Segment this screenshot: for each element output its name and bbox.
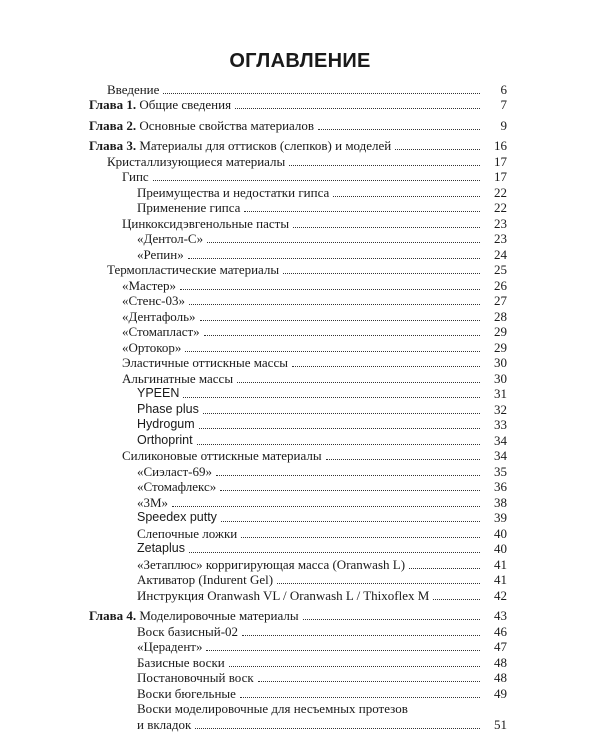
toc-entry-title bbox=[137, 433, 193, 448]
toc-page-number: 34 bbox=[494, 448, 507, 463]
toc-entry[interactable] bbox=[0, 623, 600, 639]
toc-entry-text: «Стомапласт» bbox=[122, 324, 200, 339]
toc-page-number: 33 bbox=[494, 417, 507, 432]
toc-entry-title bbox=[137, 639, 202, 654]
toc-entry[interactable] bbox=[0, 541, 600, 557]
toc-leader-dots bbox=[395, 149, 480, 150]
toc-entry[interactable] bbox=[0, 293, 600, 309]
toc-leader-dots bbox=[195, 728, 480, 729]
toc-entry[interactable] bbox=[0, 308, 600, 324]
toc-entry[interactable] bbox=[0, 386, 600, 402]
toc-entry-text: Воски моделировочные для несъемных протезов bbox=[137, 701, 408, 716]
toc-chapter-label: Глава 4. bbox=[89, 608, 137, 623]
toc-entry-text: Кристаллизующиеся материалы bbox=[107, 153, 286, 169]
toc-leader-dots bbox=[277, 583, 480, 584]
toc-leader-dots bbox=[200, 320, 480, 321]
toc-entry-text: Термопластические материалы bbox=[107, 262, 280, 277]
toc-entry-title bbox=[137, 402, 199, 417]
toc-entry-title bbox=[137, 479, 216, 494]
toc-entry[interactable] bbox=[0, 81, 600, 97]
toc-entry[interactable] bbox=[0, 716, 600, 732]
toc-entry-title bbox=[122, 309, 196, 324]
page-title: ОГЛАВЛЕНИЕ bbox=[229, 50, 371, 72]
toc-entry-text: Применение гипса bbox=[137, 200, 241, 215]
toc-chapter-label: Глава 2. bbox=[89, 117, 137, 133]
toc-entry[interactable] bbox=[0, 200, 600, 216]
toc-page-number: 42 bbox=[494, 587, 507, 603]
toc-entry-title bbox=[137, 557, 405, 572]
toc-page-number: 40 bbox=[494, 541, 507, 556]
toc-entry-text: Speedex putty bbox=[137, 510, 217, 524]
toc-entry-title bbox=[137, 655, 225, 670]
toc-entry-text: Воски бюгельные bbox=[137, 685, 236, 701]
toc-leader-dots bbox=[163, 93, 480, 94]
toc-entry-text: Phase plus bbox=[137, 401, 199, 416]
toc-entry-title bbox=[122, 448, 322, 463]
toc-entry-text: «Дентафоль» bbox=[122, 308, 196, 324]
toc-leader-dots bbox=[197, 444, 480, 445]
toc-entry[interactable] bbox=[0, 339, 600, 355]
toc-entry[interactable] bbox=[0, 670, 600, 686]
toc-entry-text: Эластичные оттискные массы bbox=[122, 355, 288, 370]
toc-page-number: 30 bbox=[494, 355, 507, 370]
toc-entry[interactable] bbox=[0, 153, 600, 169]
toc-page-number: 28 bbox=[494, 308, 507, 324]
toc-leader-dots bbox=[172, 506, 480, 507]
toc-leader-dots bbox=[204, 335, 480, 336]
toc-page-number: 29 bbox=[494, 339, 507, 355]
toc-entry[interactable] bbox=[0, 654, 600, 670]
toc-entry-title bbox=[107, 262, 279, 277]
toc-page-number: 48 bbox=[494, 670, 507, 685]
toc-leader-dots bbox=[433, 599, 480, 600]
toc-entry-title bbox=[137, 247, 184, 262]
toc-leader-dots bbox=[153, 180, 480, 181]
toc-entry-title bbox=[137, 185, 329, 200]
toc-entry[interactable] bbox=[0, 246, 600, 262]
toc-entry-title bbox=[137, 686, 236, 701]
toc-entry-text: «Дентол-С» bbox=[137, 231, 204, 246]
toc-entry[interactable] bbox=[0, 184, 600, 200]
toc-entry-title bbox=[137, 541, 185, 556]
toc-leader-dots bbox=[185, 351, 480, 352]
toc-page-number: 24 bbox=[494, 246, 507, 262]
toc-entry-text: Введение bbox=[107, 81, 160, 97]
toc-entry-text: Альгинатные массы bbox=[122, 370, 234, 386]
toc-entry[interactable] bbox=[0, 169, 600, 185]
toc-entry[interactable] bbox=[0, 355, 600, 371]
toc-leader-dots bbox=[318, 129, 480, 130]
toc-page-number: 17 bbox=[494, 153, 507, 169]
toc-entry-title bbox=[89, 118, 314, 133]
toc-leader-dots bbox=[188, 258, 480, 259]
toc-entry-text: Преимущества и недостатки гипса bbox=[137, 184, 330, 200]
toc-entry-title bbox=[89, 608, 299, 623]
toc-entry-title bbox=[137, 588, 429, 603]
toc-entry-text: «Ортокор» bbox=[122, 339, 182, 355]
toc-page-number: 25 bbox=[494, 262, 507, 277]
toc-entry-title bbox=[137, 670, 254, 685]
toc-entry[interactable] bbox=[0, 231, 600, 247]
toc-page-number: 22 bbox=[494, 200, 507, 215]
toc-leader-dots bbox=[303, 619, 480, 620]
toc-page-number: 26 bbox=[494, 277, 507, 293]
toc-entry[interactable] bbox=[0, 215, 600, 231]
toc-leader-dots bbox=[409, 568, 480, 569]
toc-entry-title bbox=[122, 355, 288, 370]
toc-entry-title bbox=[89, 97, 231, 112]
toc-entry-title bbox=[122, 278, 176, 293]
toc-entry[interactable] bbox=[0, 448, 600, 464]
toc-page-number: 30 bbox=[494, 370, 507, 386]
toc-entry-text: «Репин» bbox=[137, 246, 184, 262]
toc-entry-text: «Стомафлекс» bbox=[137, 479, 217, 494]
toc-leader-dots bbox=[235, 108, 480, 109]
toc-leader-dots bbox=[240, 697, 480, 698]
toc-entry-text: Цинкоксидэвгенольные пасты bbox=[122, 215, 290, 231]
toc-entry-text: «Мастер» bbox=[122, 277, 177, 293]
toc-entry-text: «3М» bbox=[137, 494, 169, 510]
toc-entry[interactable] bbox=[0, 417, 600, 433]
toc-entry-title bbox=[137, 200, 240, 215]
toc-entry[interactable] bbox=[0, 97, 600, 113]
toc-entry-text: Воск базисный-02 bbox=[137, 623, 239, 639]
toc-entry-title bbox=[137, 510, 217, 525]
toc-entry-text: Моделировочные материалы bbox=[139, 608, 299, 623]
toc-entry-text: Hydrogum bbox=[137, 417, 195, 431]
toc-leader-dots bbox=[229, 666, 480, 667]
toc-page-number: 23 bbox=[494, 231, 507, 246]
toc-entry-title bbox=[137, 701, 408, 716]
toc-entry-title bbox=[137, 495, 168, 510]
toc-entry[interactable] bbox=[0, 510, 600, 526]
toc-leader-dots bbox=[244, 211, 480, 212]
toc-leader-dots bbox=[241, 537, 480, 538]
toc-entry[interactable] bbox=[0, 587, 600, 603]
toc-entry-text: Zetaplus bbox=[137, 541, 185, 555]
toc-entry-text: Силиконовые оттискные материалы bbox=[122, 448, 322, 463]
toc-page-number: 9 bbox=[500, 117, 507, 133]
toc-leader-dots bbox=[326, 459, 480, 460]
toc-entry-text: «Церадент» bbox=[137, 639, 203, 654]
toc-entry[interactable] bbox=[0, 370, 600, 386]
toc-entry[interactable] bbox=[0, 556, 600, 572]
toc-entry-title bbox=[122, 340, 181, 355]
toc-leader-dots bbox=[207, 242, 480, 243]
toc-entry-title bbox=[107, 82, 159, 97]
toc-entry-text: Гипс bbox=[122, 169, 149, 184]
toc-page-number: 40 bbox=[494, 525, 507, 541]
toc-entry-title bbox=[122, 324, 200, 339]
toc-page-number: 29 bbox=[494, 324, 507, 339]
toc-entry-title bbox=[137, 417, 195, 432]
toc-entry[interactable] bbox=[0, 685, 600, 701]
toc-entry-text: Основные свойства материалов bbox=[139, 117, 315, 133]
toc-page-number: 7 bbox=[500, 97, 507, 112]
toc-entry-title bbox=[137, 717, 191, 732]
toc-leader-dots bbox=[333, 196, 480, 197]
toc-leader-dots bbox=[203, 413, 480, 414]
toc-entry[interactable] bbox=[0, 262, 600, 278]
toc-entry-title bbox=[137, 464, 212, 479]
toc-leader-dots bbox=[216, 475, 480, 476]
toc-page-number: 27 bbox=[494, 293, 507, 308]
toc-page-number: 34 bbox=[494, 432, 507, 448]
toc-entry[interactable] bbox=[0, 117, 600, 133]
toc-entry-text: Постановочный воск bbox=[137, 670, 254, 685]
toc-chapter-label: Глава 1. bbox=[89, 97, 137, 112]
toc-entry-text: Активатор (Indurent Gel) bbox=[137, 572, 274, 587]
toc-entry-text: Orthoprint bbox=[137, 432, 193, 447]
toc-entry-title bbox=[107, 154, 285, 169]
toc-entry-title bbox=[137, 526, 237, 541]
toc-leader-dots bbox=[180, 289, 480, 290]
toc-leader-dots bbox=[189, 304, 480, 305]
toc-leader-dots bbox=[237, 382, 480, 383]
toc-page-number: 46 bbox=[494, 623, 507, 639]
toc-page-number: 32 bbox=[494, 401, 507, 417]
toc-entry-title bbox=[89, 138, 391, 153]
toc-entry[interactable] bbox=[0, 639, 600, 655]
toc-page-number: 17 bbox=[494, 169, 507, 184]
toc-entry[interactable] bbox=[0, 701, 600, 717]
toc-leader-dots bbox=[206, 650, 480, 651]
table-of-contents bbox=[0, 81, 600, 732]
toc-page-number: 41 bbox=[494, 572, 507, 587]
toc-chapter-label: Глава 3. bbox=[89, 138, 137, 153]
toc-entry[interactable] bbox=[0, 463, 600, 479]
toc-entry[interactable] bbox=[0, 525, 600, 541]
toc-leader-dots bbox=[220, 490, 480, 491]
toc-entry[interactable] bbox=[0, 608, 600, 624]
toc-page-number: 51 bbox=[494, 716, 507, 732]
toc-entry-text: и вкладок bbox=[137, 716, 192, 732]
toc-page-number: 23 bbox=[494, 215, 507, 231]
toc-leader-dots bbox=[199, 428, 480, 429]
toc-entry-title bbox=[122, 371, 233, 386]
toc-page-number: 41 bbox=[494, 556, 507, 572]
toc-entry-text: «Сиэласт-69» bbox=[137, 463, 213, 479]
toc-entry-title bbox=[122, 216, 289, 231]
toc-entry-text: «Стенс-03» bbox=[122, 293, 186, 308]
toc-leader-dots bbox=[292, 366, 480, 367]
toc-leader-dots bbox=[258, 681, 480, 682]
toc-entry[interactable] bbox=[0, 277, 600, 293]
toc-entry-text: Общие сведения bbox=[139, 97, 232, 112]
toc-entry-text: Материалы для оттисков (слепков) и моделей bbox=[139, 138, 392, 153]
toc-page-number: 16 bbox=[494, 138, 507, 153]
toc-leader-dots bbox=[242, 635, 480, 636]
toc-entry[interactable] bbox=[0, 572, 600, 588]
toc-entry-text: Инструкция Oranwash VL / Oranwash L / Thixoflex M bbox=[137, 587, 430, 603]
toc-entry-text: Базисные воски bbox=[137, 654, 225, 670]
toc-entry[interactable] bbox=[0, 324, 600, 340]
toc-leader-dots bbox=[221, 521, 480, 522]
toc-leader-dots bbox=[283, 273, 480, 274]
toc-page-number: 47 bbox=[494, 639, 507, 654]
toc-entry-title bbox=[122, 169, 149, 184]
toc-entry[interactable] bbox=[0, 432, 600, 448]
toc-leader-dots bbox=[189, 552, 480, 553]
toc-entry[interactable] bbox=[0, 401, 600, 417]
toc-entry[interactable] bbox=[0, 138, 600, 154]
toc-entry[interactable] bbox=[0, 479, 600, 495]
toc-page-number: 22 bbox=[494, 184, 507, 200]
toc-leader-dots bbox=[293, 227, 480, 228]
toc-page-number: 6 bbox=[500, 81, 507, 97]
toc-page-number: 38 bbox=[494, 494, 507, 510]
toc-entry[interactable] bbox=[0, 494, 600, 510]
toc-leader-dots bbox=[289, 165, 480, 166]
toc-entry-title bbox=[137, 231, 203, 246]
toc-page-number: 49 bbox=[494, 685, 507, 701]
toc-page-number: 31 bbox=[494, 386, 507, 401]
toc-entry-title bbox=[137, 386, 179, 401]
toc-page-number: 48 bbox=[494, 654, 507, 670]
toc-entry-text: YPEEN bbox=[137, 386, 180, 400]
toc-page-number: 36 bbox=[494, 479, 507, 494]
toc-entry-text: «Зетаплюс» корригирующая масса (Oranwash L) bbox=[137, 556, 406, 572]
toc-entry-title bbox=[137, 572, 273, 587]
toc-page-number: 43 bbox=[494, 608, 507, 623]
toc-entry-title bbox=[137, 624, 238, 639]
toc-entry-text: Слепочные ложки bbox=[137, 525, 238, 541]
toc-page-number: 39 bbox=[494, 510, 507, 525]
toc-page-number: 35 bbox=[494, 463, 507, 479]
toc-leader-dots bbox=[183, 397, 480, 398]
toc-entry-title bbox=[122, 293, 185, 308]
